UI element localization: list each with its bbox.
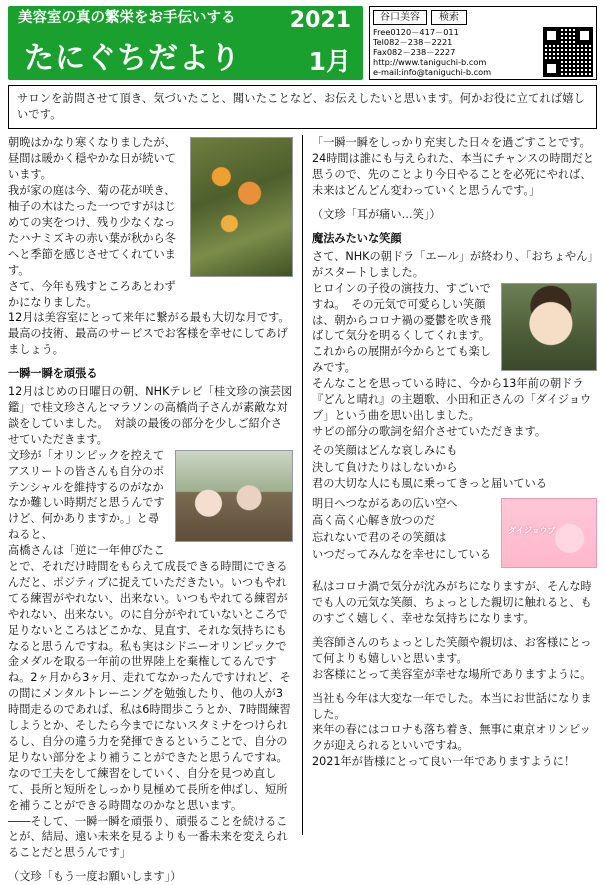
masthead-bottom-row [18,41,355,76]
lyric-line: 君の大切な人にも風に乗ってきっと届いている [312,477,547,491]
talk-show-photo [175,450,293,542]
paragraph: （文珍「もう一度お願いします」） [8,870,182,884]
lyric-line: 高く高く心解き放つのだ [312,513,436,527]
left-section-heading: 一瞬一瞬を頑張る [8,367,98,381]
lyric-line: いつだってみんなを幸せにしている [312,547,492,561]
paragraph: サビの部分の歌詞を紹介させていただきます。 [312,424,547,438]
paragraph: ヒロインの子役の演技力、すごいですね。 その元気で可愛らしい笑顔は、朝からコロナ禍の憂鬱を吹き飛ばして気分を明るくしてくれます。 [312,281,492,343]
paragraph: 最高の技術、最高のサービスでお客様を幸せにしてあげましょう。 [8,327,288,357]
contact-line: Free0120－417－011 [373,26,459,37]
right-section-heading: 魔法みたいな笑顔 [312,232,402,245]
shop-name-label: 谷口美容 [373,10,427,25]
masthead-subtitle: 美容室の真の繁栄をお手伝いする [18,10,236,26]
page-header [8,6,597,80]
masthead-month: 1月 [308,47,351,76]
paragraph: 我が家の庭は今、菊の花が咲き、柚子の木はたった一つですがはじめての実をつけ、残り少なくなったハナミズキの赤い葉が秋から冬へと季節を感じさせてくれています。 [8,184,176,277]
article-columns [8,135,597,884]
qr-code-icon [543,27,593,77]
paragraph: 高橋さんは「逆に一年伸びたことで、それだけ時間をもらえて成長できる時間にできるんだと、ポジティブに捉えていただきたい。いつもやれてる練習がやれない、出来ない。いつもやれてる練習がやれない、出来ない。のに自分がやれていないところで足りないところはどこかな、見直す、それな気持ちにもなると思うんですね。私も実はシドニーオリンピックで金メダルを取る一年前の世界陸上を棄権してるんですね。2ヶ月から3ヶ月、走れてなかったんですけれど、その間にメンタルトレーニングを勉強したり、他の人が3時間走るのであれば、私は6時間歩こうとか、7時間練習しようとか、そしたら今までにないスタミナをつけられるし、自分の違う力を発揮できるということで、自分の足りない部分をより補うことができたと思うんですね。なので工夫をして練習をしていく、自分を見つめ直して、長所と短所をしっかり見極めて長所を伸ばし、短所を補うことができる時間なのかなと思います。 [8,544,291,812]
contact-line: Tel082－238－2221 [373,36,453,47]
masthead [8,6,363,80]
paragraph: お客様にとって美容室が幸せな場所でありますように。 [312,667,592,681]
paragraph: さて、NHKの朝ドラ「エール」が終わり、「おちょやん」がスタートしました。 [312,249,593,279]
paragraph: 朝晩はかなり寒くなりましたが、昼間は暖かく穏やかな日が続いています。 [8,136,176,182]
masthead-year: 2021 [289,8,351,33]
paragraph: 「一瞬一瞬をしっかり充実した日々を過ごすことです。24時間は誰にも与えられた、本当にチャンスの時間だと思うので、先のことより今日やることを必死にやれば、未来はどんどん変わっていくと思うんです。」 [312,136,595,198]
paragraph: 美容師さんのちょっとした笑顔や親切は、お客様にとって何よりも嬉しいと思います。 [312,635,592,665]
contact-box [369,6,597,80]
paragraph: 当社も今年は大変な一年でした。本当にお世話になりました。 [312,691,592,721]
lyric-line: 明日へつながるあの広い空へ [312,497,458,511]
paragraph: 12月は美容室にとって来年に繋がる最も大切な月です。 [8,311,290,325]
paragraph: 12月はじめの日曜日の朝、NHKテレビ「桂文珍の演芸図鑑」で桂文珍さんとマラソンの高橋尚子さんが素敵な対談をしていました。 対談の最後の部分を少しご紹介させていただきます。 [8,385,293,446]
contact-line[interactable]: http://www.taniguchi-b.com [373,56,487,67]
lyric-line: 決して負けたりはしないから [312,460,458,474]
paragraph: （文珍「耳が痛い…笑」） [312,208,441,222]
lead-paragraph: サロンを訪問させて頂き、気づいたこと、聞いたことなど、お伝えしたいと思います。何かお役に立てれば嬉しいです。 [8,85,597,129]
paragraph: 来年の春にはコロナも落ち着き、無事に東京オリンピックが迎えられるといいですね。 [312,723,591,753]
persimmon-branch-photo [190,137,293,277]
contact-box-top-row [373,9,593,26]
left-column [8,135,302,884]
paragraph: 2021年が皆様にとって良い一年でありますように！ [312,755,576,769]
contact-line: Fax082－238－2227 [373,46,456,57]
paragraph: そんなことを思っている時に、今から13年前の朝ドラ『どんと晴れ』の主題歌、小田和正さんの「ダイジョウブ」という曲を思い出しました。 [312,377,592,422]
paragraph: 文珍が「オリンピックを控えてアスリートの皆さんも自分のポテンシャルを維持するのがなかなか難しい時期だと思うんですけど、何かありますか。」と尋ねると、 [8,448,165,542]
song-illustration [501,498,597,568]
masthead-top-row [18,10,355,32]
search-button[interactable]: 検索 [431,10,467,25]
smiling-child-photo [501,283,597,371]
lyrics-block-1 [312,443,597,493]
right-column [302,135,597,835]
contact-lines [373,27,540,77]
paragraph: ――そして、一瞬一瞬を頑張り、頑張ることを続けることが、結局、遠い未来を見るよりも一番未来を変えられることだと思うんです」 [8,814,288,860]
song-illustration-caption: ダイジョウブ [508,526,556,536]
masthead-title: たにぐちだより [24,41,241,76]
contact-line[interactable]: e-mail:info@taniguchi-b.com [373,66,492,77]
contact-box-body [373,27,593,77]
lyric-line: その笑顔はどんな哀しみにも [312,443,458,457]
paragraph: これからの展開が今からとても楽しみです。 [312,345,492,375]
lyric-line: 忘れないで君のその笑顔は [312,530,447,544]
paragraph: 私はコロナ渦で気分が沈みがちになりますが、そんな時でも人の元気な笑顔、ちょっとした親切に触れると、ものすごく嬉しく、幸せな気持ちになります。 [312,580,592,625]
paragraph: さて、今年も残すところあとわずかになりました。 [8,279,176,309]
